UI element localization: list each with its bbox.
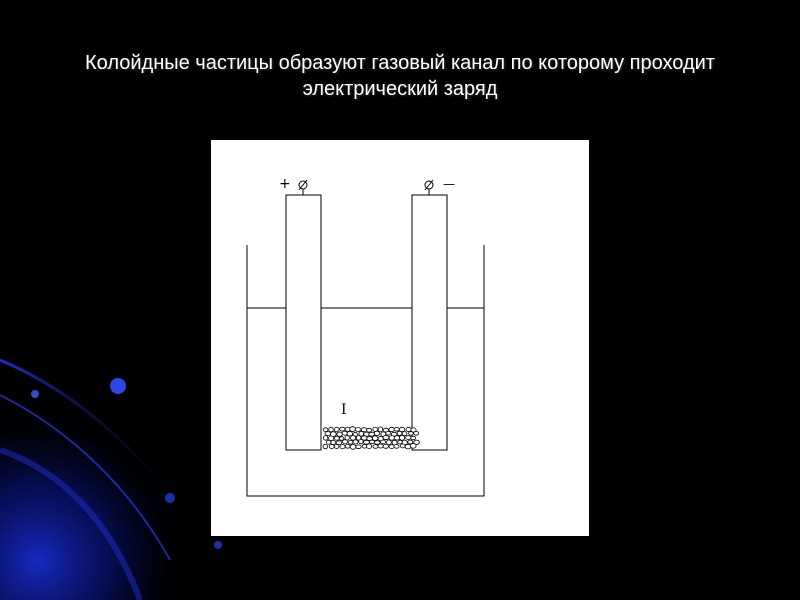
colloid-particle (323, 428, 328, 432)
anode-electrode (286, 195, 321, 450)
colloid-particle (347, 432, 352, 436)
colloid-particle (410, 443, 416, 448)
cathode-electrode (412, 195, 447, 450)
colloid-particle (370, 440, 375, 444)
colloid-particle (414, 431, 419, 435)
colloid-particle (369, 432, 375, 436)
colloid-particle (334, 427, 339, 432)
colloid-particle (402, 432, 407, 436)
colloid-particle (367, 444, 372, 449)
colloid-particle (411, 436, 416, 440)
colloid-particle (355, 428, 361, 432)
colloid-particle (334, 445, 339, 449)
colloid-particle (397, 431, 402, 435)
vessel-outline (247, 245, 484, 496)
colloid-particle (378, 427, 383, 432)
colloid-particle (378, 444, 383, 448)
colloid-particle (340, 445, 345, 449)
colloid-particle (400, 435, 405, 440)
colloid-particle (325, 432, 331, 436)
colloid-particle (359, 439, 363, 443)
colloid-particle (389, 436, 395, 441)
colloid-particle (331, 440, 336, 444)
plus-sign: + (279, 176, 291, 192)
colloid-particle (400, 444, 405, 448)
colloid-particle (342, 431, 347, 435)
electrolysis-drawing (211, 140, 589, 536)
colloid-particle (356, 445, 361, 449)
minus-sign: — (443, 177, 455, 191)
colloid-particle (383, 445, 388, 449)
colloid-particle (373, 445, 378, 449)
colloid-particle (327, 440, 331, 444)
colloid-particle (348, 440, 353, 444)
colloid-particle (353, 440, 358, 444)
slide-title (40, 50, 760, 102)
colloid-particle (406, 436, 411, 440)
colloid-particle (389, 427, 395, 431)
channel-marker: I (341, 402, 347, 418)
colloid-particle (381, 440, 386, 444)
colloid-particle (323, 444, 328, 448)
colloid-particle (409, 432, 414, 436)
colloid-particle (337, 432, 343, 436)
colloid-particle (387, 440, 392, 444)
colloid-particle (374, 441, 380, 445)
colloid-particle (323, 436, 327, 441)
colloid-particle (394, 427, 399, 431)
colloid-particle (336, 441, 341, 445)
colloid-particle (335, 436, 340, 440)
colloid-particle (394, 445, 399, 449)
colloid-particle (345, 444, 350, 448)
colloid-particle (329, 427, 334, 432)
electrolysis-diagram (211, 140, 589, 536)
colloid-particle (340, 427, 345, 431)
colloid-particle (329, 445, 334, 449)
colloid-particle (406, 427, 411, 431)
colloid-particle (367, 428, 372, 432)
colloid-particle (343, 440, 348, 444)
colloid-particle (359, 431, 364, 436)
colloid-particle (350, 445, 356, 450)
colloid-particle (386, 431, 391, 435)
slide-title-line2: электрический заряд (302, 78, 498, 100)
colloid-particle (374, 431, 380, 435)
slide-title-line1: Колойдные частицы образуют газовый канал по которому проходит (85, 52, 715, 74)
colloid-particle (398, 440, 403, 444)
colloid-particles (323, 427, 419, 450)
colloid-particle (383, 435, 389, 439)
